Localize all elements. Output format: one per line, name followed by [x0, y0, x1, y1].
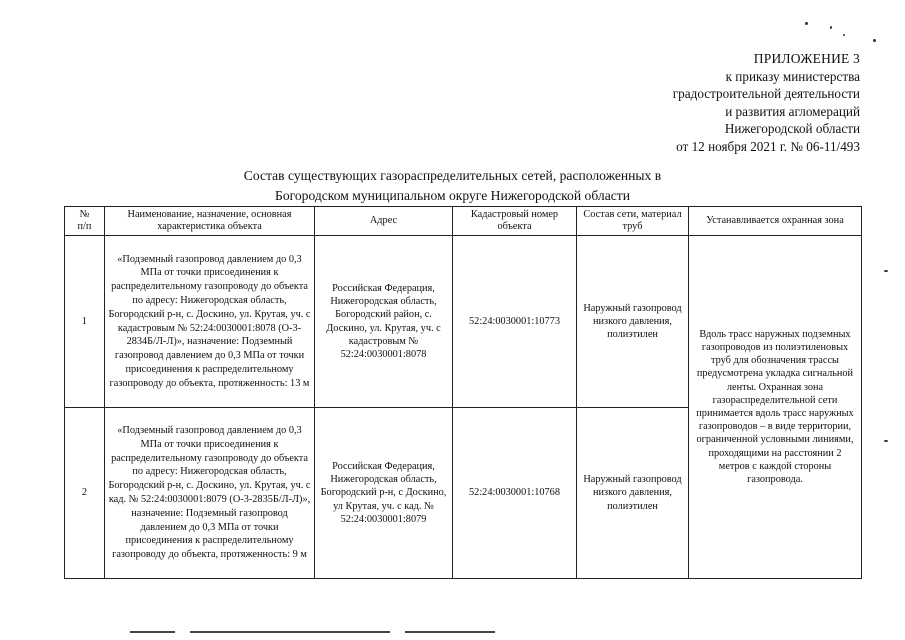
document-title — [0, 166, 905, 206]
row-number: 1 — [65, 236, 105, 408]
header-number: № п/п — [65, 207, 105, 236]
network-composition: Наружный газопровод низкого давления, полиэтилен — [577, 236, 689, 408]
appendix-line-4: Нижегородской области — [724, 121, 860, 137]
header-name: Наименование, назначение, основная характеристика объекта — [105, 207, 315, 236]
object-address: Российская Федерация, Нижегородская область, Богородский р-н, с Доскино, ул Крутая, уч. с кад. № 52:24:0030001:8079 — [315, 408, 453, 579]
appendix-line-1: к приказу министерства — [725, 68, 860, 84]
header-zone: Устанавливается охранная зона — [689, 207, 862, 236]
title-line-1: Состав существующих газораспределительных сетей, расположенных в — [243, 168, 662, 183]
scan-speck — [843, 34, 845, 36]
title-line-2: Богородском муниципальном округе Нижегородской области — [275, 188, 630, 203]
object-description: «Подземный газопровод давлением до 0,3 МПа от точки присоединения к распределительному газопроводу до объекта по адресу: Нижегородская область, Богородский р-н, с. Доскино, ул. Крутая, уч. с кадастровым № 52:24:0030001:8078 (О-3-2834Б/Л-Л)», назначение: Подземный газопровод давлением до 0,3 МПа от точки присоединения к распределительному газопроводу до объекта, протяженность: 13 м — [105, 236, 315, 408]
header-cadastral: Кадастровый номер объекта — [453, 207, 577, 236]
protection-zone: Вдоль трасс наружных подземных газопроводов из полиэтиленовых труб для обозначения трассы предусмотрена укладка сигнальной ленты. Охранная зона газораспределительной сети принимается вдоль трасс наружных газопроводов – в виде территории, ограниченной условными линиями, проходящими на расстоянии 2 метров с каждой стороны газопровода. — [689, 236, 862, 579]
scan-speck — [873, 39, 876, 42]
appendix-number: ПРИЛОЖЕНИЕ 3 — [753, 51, 860, 66]
table-header-row — [65, 207, 862, 236]
appendix-line-3: и развития агломераций — [725, 103, 860, 119]
scan-speck — [805, 22, 808, 25]
appendix-order-date: от 12 ноября 2021 г. № 06-11/493 — [676, 138, 860, 154]
scan-footer-artifact — [130, 631, 175, 633]
object-description: «Подземный газопровод давлением до 0,3 МПа от точки присоединения к распределительному газопроводу до объекта по адресу: Нижегородская область, Богородский р-н, с. Доскино, ул. Крутая, уч. с кад. № 52:24:0030001:8079 (О-3-2835Б/Л-Л)», назначение: Подземный газопровод давлением до 0,3 МПа от точки присоединения к распределительному газопроводу до объекта, протяженность: 9 м — [105, 408, 315, 579]
row-number: 2 — [65, 408, 105, 579]
gas-network-table — [64, 206, 862, 579]
table-row — [65, 236, 862, 408]
cadastral-number: 52:24:0030001:10773 — [453, 236, 577, 408]
network-composition: Наружный газопровод низкого давления, полиэтилен — [577, 408, 689, 579]
appendix-line-2: градостроительной деятельности — [672, 86, 860, 102]
header-composition: Состав сети, материал труб — [577, 207, 689, 236]
scan-footer-artifact — [190, 631, 390, 633]
scan-speck — [830, 26, 832, 29]
scan-speck — [884, 270, 888, 272]
scan-footer-artifact — [405, 631, 495, 633]
object-address: Российская Федерация, Нижегородская область, Богородский район, с. Доскино, ул. Крутая, уч. с кадастровым № 52:24:0030001:8078 — [315, 236, 453, 408]
appendix-header — [540, 50, 860, 156]
header-address: Адрес — [315, 207, 453, 236]
cadastral-number: 52:24:0030001:10768 — [453, 408, 577, 579]
scan-speck — [884, 440, 888, 442]
